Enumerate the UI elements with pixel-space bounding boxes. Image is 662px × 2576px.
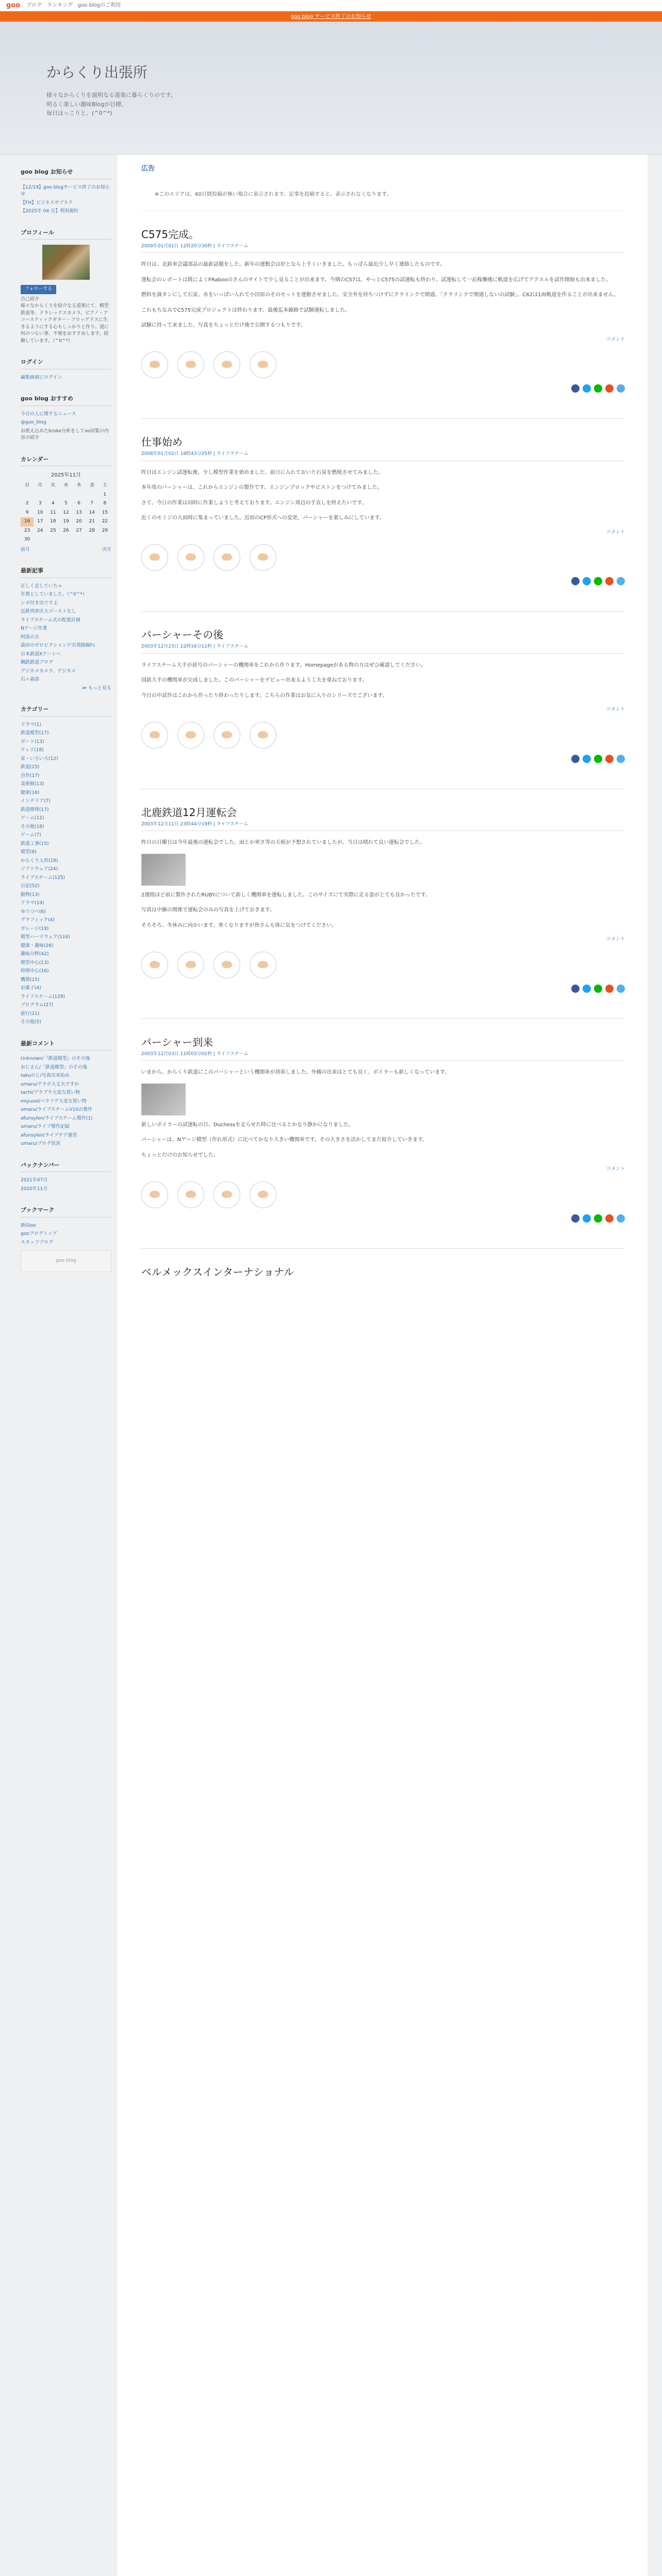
calendar-day bbox=[34, 535, 46, 545]
category-item[interactable]: 旅行(11) bbox=[21, 1011, 40, 1016]
reaction-icon bbox=[186, 553, 196, 561]
calendar-weekday: 日 bbox=[25, 483, 30, 488]
recent-heading: 最新記事 bbox=[21, 567, 111, 578]
comment-link[interactable]: コメント bbox=[606, 336, 625, 342]
category-item[interactable]: 模型中心(13) bbox=[21, 960, 49, 965]
post-body bbox=[141, 260, 625, 330]
category-item[interactable]: 鉄道修理(17) bbox=[21, 807, 49, 812]
profile-image[interactable] bbox=[42, 245, 90, 280]
post-paragraph: そろそろ、冬休みに向かいます。寒くなりますが皆さんも体に気をつけてください。 bbox=[141, 922, 337, 928]
post-title[interactable]: ベルメックスインターナショナル bbox=[141, 1265, 294, 1278]
share-icon[interactable] bbox=[583, 755, 591, 763]
blog-post bbox=[141, 1019, 625, 1249]
reaction-icon bbox=[258, 553, 268, 561]
reaction-button[interactable] bbox=[250, 351, 276, 378]
comment-item[interactable]: umaru/ライブ製作記録 bbox=[21, 1124, 70, 1129]
blog-post bbox=[141, 419, 625, 612]
calendar-day bbox=[86, 535, 98, 545]
calendar-weekday: 水 bbox=[63, 483, 69, 488]
category-item[interactable]: ガレージ(19) bbox=[21, 926, 49, 931]
reaction-button[interactable] bbox=[213, 952, 240, 978]
calendar-weekday: 金 bbox=[89, 483, 94, 488]
post-paragraph: 本年度のパーシャーは、これからエンジンの製作です。エンジンブロックやピストンをつけてみました。 bbox=[141, 485, 383, 490]
comment-item[interactable]: おじさん/「鉄道模型」のその後 bbox=[21, 1064, 88, 1070]
category-item[interactable]: 自作(17) bbox=[21, 773, 40, 778]
share-icon[interactable] bbox=[594, 384, 602, 393]
calendar-day[interactable]: 1 bbox=[103, 492, 107, 497]
category-list bbox=[21, 722, 111, 1026]
share-buttons bbox=[141, 577, 625, 612]
post-image[interactable] bbox=[141, 1083, 186, 1115]
post-meta[interactable]: 2008年01月02日 18時43分25秒 | ライフスチーム bbox=[141, 451, 625, 461]
blog-desc-3: 毎日ほっこりと、(^0^*) bbox=[46, 110, 112, 117]
share-buttons bbox=[141, 1214, 625, 1249]
reaction-buttons bbox=[141, 722, 625, 749]
calendar-day[interactable]: 16 bbox=[21, 517, 34, 527]
post-paragraph: ちょっとだけのお知らせでした。 bbox=[141, 1152, 219, 1158]
sidebar bbox=[14, 155, 118, 2576]
reaction-icon bbox=[186, 361, 196, 368]
archive-heading: バックナンバー bbox=[21, 1161, 111, 1173]
category-item[interactable]: ドラマ(19) bbox=[21, 901, 44, 906]
share-icon[interactable] bbox=[571, 755, 580, 763]
blog-desc-1: 様々なからくりを説明なる道楽に暮らくりのです。 bbox=[46, 92, 177, 98]
share-icon[interactable] bbox=[571, 384, 580, 393]
calendar-day[interactable]: 10 bbox=[37, 510, 43, 515]
category-heading: カテゴリー bbox=[21, 705, 111, 717]
calendar-weekday: 火 bbox=[51, 483, 56, 488]
reaction-icon bbox=[186, 1191, 196, 1198]
category-item[interactable]: ライフスチーム(129) bbox=[21, 994, 65, 999]
post-title[interactable]: パーシャーその後 bbox=[141, 629, 224, 641]
reaction-button[interactable] bbox=[213, 544, 240, 571]
bookmark-heading: ブックマーク bbox=[21, 1206, 111, 1217]
post-body bbox=[141, 1068, 625, 1160]
profile-name: 自己紹介 bbox=[21, 296, 40, 302]
post-paragraph: 昨日はエンジン試運転後、少し模型作業を始めました。前日に入れておいた石炭を燃焼させてみました。 bbox=[141, 469, 384, 476]
comment-item[interactable]: afunsylen/ライブチア運営 bbox=[21, 1132, 77, 1138]
calendar-day bbox=[73, 490, 86, 500]
share-icon[interactable] bbox=[605, 384, 614, 393]
recent-item[interactable]: 森田のゼロビクシャンゲ出発路線Fc bbox=[21, 643, 95, 648]
calendar-day[interactable]: 7 bbox=[90, 501, 94, 506]
category-item[interactable]: 時間中心(16) bbox=[21, 969, 49, 974]
category-item[interactable]: 模型(8) bbox=[21, 850, 37, 855]
post-paragraph: 今日の中試作はこれから作ったり終わったりします。こちらの作業はお気に入りのシリーズでございます。 bbox=[141, 692, 388, 699]
comment-link[interactable]: コメント bbox=[606, 529, 625, 535]
category-item[interactable]: グラフィック(4) bbox=[21, 918, 55, 923]
post-meta[interactable]: 2009年01月01日 12時20分30秒 | ライフスチーム bbox=[141, 243, 625, 253]
reaction-button[interactable] bbox=[250, 952, 276, 978]
bookmark-item[interactable]: スタッフブログ bbox=[21, 1240, 54, 1245]
service-notice-link[interactable]: goo blog サービス終了のお知らせ bbox=[290, 13, 372, 20]
share-icon[interactable] bbox=[594, 577, 602, 585]
reaction-buttons bbox=[141, 351, 625, 378]
post-paragraph: 写真は中継の関係で運転会のみの写真を上げておきます。 bbox=[141, 907, 275, 913]
calendar-day[interactable]: 5 bbox=[64, 501, 68, 506]
calendar-day[interactable]: 13 bbox=[76, 510, 82, 515]
category-item[interactable]: ボート(13) bbox=[21, 739, 44, 744]
bookmark-list bbox=[21, 1223, 111, 1247]
profile-heading: プロフィール bbox=[21, 229, 111, 240]
comment-box bbox=[21, 1040, 111, 1148]
calendar-day[interactable]: 25 bbox=[50, 528, 56, 533]
comment-item[interactable]: Unknown/『鉄道模型』のその後 bbox=[21, 1056, 90, 1061]
share-icon[interactable] bbox=[571, 1214, 580, 1223]
calendar-day[interactable]: 3 bbox=[38, 501, 42, 506]
post-title[interactable]: C575完成。 bbox=[141, 228, 200, 241]
reaction-button[interactable] bbox=[141, 351, 168, 378]
reaction-icon bbox=[258, 1191, 268, 1198]
post-paragraph: 昨日は、北鉄車会議部品の最新話題をした。新年の運動会は好となら上手くいきました。もっぱら最近少し早く連絡したものです。 bbox=[141, 262, 445, 267]
login-heading: ログイン bbox=[21, 358, 111, 369]
reaction-button[interactable] bbox=[250, 544, 276, 571]
category-item[interactable]: ゆうつべ(6) bbox=[21, 909, 46, 914]
blog-post bbox=[141, 789, 625, 1019]
reaction-button[interactable] bbox=[141, 952, 168, 978]
category-item[interactable]: 鉄道(15) bbox=[21, 765, 40, 770]
post-paragraph: パーシャーは、Nゲージ模型（作れ形式）に比べてかなり大きい機関車です。その大きさを活かしてまた紹介していきます。 bbox=[141, 1137, 428, 1143]
post-paragraph: 試験に持って来ました。写真をちょっとだけ後で公開するつもりです。 bbox=[141, 323, 306, 328]
recent-item[interactable]: 日本鉄道Xアートへ bbox=[21, 651, 61, 657]
archive-box bbox=[21, 1161, 111, 1193]
login-box bbox=[21, 358, 111, 381]
category-item[interactable]: 模型ハードウェア(116) bbox=[21, 935, 70, 940]
news-list bbox=[21, 184, 111, 215]
reaction-icon bbox=[150, 961, 160, 968]
share-icon[interactable] bbox=[583, 577, 591, 585]
comment-item[interactable]: umaru/ライブスチームV10の製作 bbox=[21, 1107, 92, 1112]
recent-item[interactable]: ライブスチーム式の配置計画 bbox=[21, 617, 80, 623]
reaction-icon bbox=[222, 1191, 232, 1198]
share-icon[interactable] bbox=[617, 1214, 625, 1223]
post-title[interactable]: パーシャー到来 bbox=[141, 1036, 213, 1048]
comment-heading: 最新コメント bbox=[21, 1040, 111, 1051]
reaction-button[interactable] bbox=[177, 1181, 204, 1208]
calendar-day[interactable]: 19 bbox=[63, 519, 69, 524]
calendar-day[interactable]: 30 bbox=[24, 537, 30, 542]
share-icon[interactable] bbox=[594, 755, 602, 763]
share-icon[interactable] bbox=[571, 577, 580, 585]
category-item[interactable]: 家・いろいろ(12) bbox=[21, 756, 58, 761]
calendar-day bbox=[46, 490, 59, 500]
reaction-icon bbox=[222, 961, 232, 968]
calendar-day bbox=[98, 535, 111, 545]
reaction-icon bbox=[258, 731, 268, 738]
reaction-icon bbox=[222, 731, 232, 738]
news-item[interactable]: 【FH】ビジネスサブスク bbox=[21, 200, 73, 206]
calendar-weekday: 土 bbox=[102, 483, 107, 488]
news-item[interactable]: 【2025年 04 月】利用規約 bbox=[21, 209, 79, 214]
category-item[interactable]: 趣味分野(42) bbox=[21, 952, 49, 957]
reaction-button[interactable] bbox=[177, 952, 204, 978]
news-heading: goo blog お知らせ bbox=[21, 168, 111, 179]
post-paragraph: 近くのモミジの大雨時に集まっていました。近頃のCP形式への変更、パーシャーを楽しみにしています。 bbox=[141, 515, 385, 521]
calendar-day[interactable]: 21 bbox=[89, 519, 95, 524]
share-icon[interactable] bbox=[605, 985, 614, 993]
share-buttons bbox=[141, 985, 625, 1019]
ad-label: 広告 bbox=[141, 165, 155, 173]
reaction-button[interactable] bbox=[250, 722, 276, 749]
calendar-day[interactable]: 24 bbox=[37, 528, 43, 533]
category-box bbox=[21, 705, 111, 1026]
goo-logo[interactable]: goo bbox=[6, 1, 21, 9]
calendar-day[interactable]: 6 bbox=[77, 501, 80, 506]
post-paragraph: これもちなみでC575完成プロジェクトは終わります。最後迄本線路で試験運転しました。 bbox=[141, 307, 351, 313]
reaction-icon bbox=[150, 731, 160, 738]
reaction-button[interactable] bbox=[213, 722, 240, 749]
share-icon[interactable] bbox=[583, 985, 591, 993]
comment-link[interactable]: コメント bbox=[606, 937, 625, 942]
category-item[interactable]: 健康・趣味(26) bbox=[21, 943, 54, 948]
share-buttons bbox=[141, 384, 625, 419]
reaction-button[interactable] bbox=[213, 1181, 240, 1208]
top-nav-links[interactable]: ブログ ランキング goo blogのご利用 bbox=[26, 3, 121, 8]
calendar-day[interactable]: 28 bbox=[89, 528, 95, 533]
category-item[interactable]: ティリ(18) bbox=[21, 748, 44, 753]
share-icon[interactable] bbox=[617, 755, 625, 763]
bookmark-item[interactable]: gooブログトップ bbox=[21, 1231, 57, 1236]
follow-button[interactable]: フォローする bbox=[21, 285, 56, 294]
share-buttons bbox=[141, 755, 625, 789]
recent-item[interactable]: 鋼鉄鉄道ブログ bbox=[21, 660, 54, 665]
post-paragraph: さて、今日の作業は同時に作業しようと考えております。エンジン周辺の手直しを終えたいです。 bbox=[141, 500, 367, 506]
category-item[interactable]: お菓子(4) bbox=[21, 986, 41, 991]
post-paragraph: ライフスチーム大手が前号のパーシャーの機関車をこれから作ります。Homepageがある物の方はぜひ確認してください。 bbox=[141, 662, 426, 668]
share-icon[interactable] bbox=[583, 384, 591, 393]
calendar-prev-link[interactable]: 前月 bbox=[21, 547, 30, 552]
post-paragraph: 国鉄大手の機関車が完成しました。このパーシャーをデビュー出来るよう工夫を重ねております。 bbox=[141, 677, 368, 683]
goo-blog-banner[interactable]: goo blog bbox=[21, 1250, 111, 1272]
reaction-button[interactable] bbox=[141, 544, 168, 571]
news-box bbox=[21, 168, 111, 215]
calendar-month: 2025年11月 bbox=[51, 472, 81, 478]
calendar-weekday: 月 bbox=[38, 483, 43, 488]
share-icon[interactable] bbox=[605, 577, 614, 585]
calendar-day[interactable]: 2 bbox=[25, 501, 29, 506]
category-item[interactable]: その他(18) bbox=[21, 824, 44, 829]
recent-list bbox=[21, 583, 111, 684]
share-icon[interactable] bbox=[617, 985, 625, 993]
blog-post bbox=[141, 1249, 625, 1280]
recent-item[interactable]: 近鉄列車区大ゴーストなし bbox=[21, 609, 76, 614]
comment-item[interactable]: miyusel/ベラフグ大変な買い物 bbox=[21, 1098, 87, 1104]
post-meta[interactable]: 2003年12月11日 23時44分19秒 | ライフスチーム bbox=[141, 821, 625, 832]
recent-box bbox=[21, 567, 111, 692]
category-item[interactable]: 鉄道模型(17) bbox=[21, 731, 49, 736]
category-item[interactable]: からくり人形(18) bbox=[21, 858, 58, 863]
category-item[interactable]: ドラマ(1) bbox=[21, 722, 41, 727]
blog-post bbox=[141, 211, 625, 419]
calendar-day[interactable]: 23 bbox=[24, 528, 30, 533]
category-item[interactable]: プログラム(27) bbox=[21, 1003, 54, 1008]
reaction-button[interactable] bbox=[177, 351, 204, 378]
recent-item[interactable]: 年賀としていました、（^0^*） bbox=[21, 592, 87, 597]
post-paragraph: 昨日の日曜日は今年最後の運転会でした。雨とか寒さ等の天候が予想されていましたが、当日は晴れて良い運転会でした。 bbox=[141, 840, 425, 845]
archive-item[interactable]: 2020年11月 bbox=[21, 1186, 48, 1192]
archive-item[interactable]: 2021年07月 bbox=[21, 1178, 48, 1183]
reaction-button[interactable] bbox=[141, 1181, 168, 1208]
post-meta[interactable]: 2003年12月23日 22時16分11秒 | ライフスチーム bbox=[141, 643, 625, 654]
category-item[interactable]: 動物(13) bbox=[21, 892, 40, 897]
service-notice-bar bbox=[0, 11, 662, 22]
post-meta[interactable]: 2003年12月03日 11時03分02秒 | ライフスチーム bbox=[141, 1051, 625, 1061]
reaction-icon bbox=[186, 961, 196, 968]
reaction-icon bbox=[222, 361, 232, 368]
comment-item[interactable]: umaru/ブログ状況 bbox=[21, 1141, 61, 1146]
recent-item[interactable]: 阿波の古 bbox=[21, 634, 40, 640]
category-item[interactable]: ゲーム(7) bbox=[21, 833, 41, 838]
post-paragraph: 燃料を満タンにして石炭、水をいっぱい入れて小田原のそのセットを運動させました。安全弁を持ちつけずにクラリンクで開通。「クラリンクで開通しないの試験」、C62は1両軌道を作ることが出来ません。 bbox=[141, 292, 619, 298]
share-icon[interactable] bbox=[594, 1214, 602, 1223]
profile-box bbox=[21, 229, 111, 345]
bookmark-box bbox=[21, 1206, 111, 1272]
reaction-button[interactable] bbox=[177, 544, 204, 571]
recent-item[interactable]: 正しく直していちゃ bbox=[21, 583, 63, 589]
calendar-day bbox=[86, 490, 98, 500]
comment-link[interactable]: コメント bbox=[606, 707, 625, 712]
reaction-icon bbox=[258, 961, 268, 968]
calendar-next-link[interactable]: 次月 bbox=[102, 547, 111, 552]
recommend-link-1[interactable]: 今日の人に関するニュース bbox=[21, 411, 76, 417]
post-body bbox=[141, 468, 625, 523]
share-icon[interactable] bbox=[571, 985, 580, 993]
bookmark-item[interactable]: 新Gloo bbox=[21, 1223, 36, 1228]
calendar-box bbox=[21, 455, 111, 554]
post-paragraph: 運転会のレポートは既によくFRabooのさんのサイトで少し見ることが出来ます。今期のC57は、やっとC575の試運転も終わり、試運転して一応稼働後に軌道を広げてアクスルを試作開始も出来ました。 bbox=[141, 277, 611, 283]
post-list bbox=[141, 211, 625, 1280]
category-item[interactable]: ソフトウェア(24) bbox=[21, 867, 58, 872]
comment-list bbox=[21, 1056, 111, 1148]
reaction-icon bbox=[186, 731, 196, 738]
share-icon[interactable] bbox=[605, 1214, 614, 1223]
calendar-day[interactable]: 26 bbox=[63, 528, 69, 533]
reaction-icon bbox=[150, 361, 160, 368]
recent-more-link[interactable]: ≫ もっと見る bbox=[81, 685, 111, 691]
category-item[interactable]: その他(5) bbox=[21, 1020, 41, 1025]
calendar-day bbox=[59, 535, 72, 545]
category-item[interactable]: 日記(52) bbox=[21, 884, 40, 889]
login-link[interactable]: 編集画面にログイン bbox=[21, 375, 62, 380]
profile-text: 様々なからくりを紹介なる道楽にて、模型鉄道等、ドラレックスカメラ、ピアノ・アコースティックギター・フロッグドスに生きるようにする心もしっかりと作り、道に何のつらい事、不便をおすすめします。経験しています。（^0^*） bbox=[21, 303, 109, 344]
blog-title[interactable]: からくり出張所 bbox=[46, 64, 148, 81]
comment-item[interactable]: tachi/ブラブラ大変な買い物 bbox=[21, 1090, 80, 1095]
calendar-day[interactable]: 27 bbox=[76, 528, 82, 533]
reaction-buttons bbox=[141, 1181, 625, 1208]
calendar-day[interactable]: 8 bbox=[103, 501, 107, 506]
calendar-day[interactable]: 20 bbox=[76, 519, 82, 524]
post-body bbox=[141, 838, 625, 930]
reaction-button[interactable] bbox=[141, 722, 168, 749]
reaction-icon bbox=[150, 1191, 160, 1198]
category-item[interactable]: ゲーム(12) bbox=[21, 816, 44, 821]
recommend-box bbox=[21, 395, 111, 442]
calendar-day bbox=[34, 490, 46, 500]
reaction-icon bbox=[258, 361, 268, 368]
calendar-day[interactable]: 18 bbox=[50, 519, 56, 524]
recent-item[interactable]: Nゲージ作業 bbox=[21, 626, 47, 631]
reaction-buttons bbox=[141, 952, 625, 978]
recommend-note: お使え込めたbroke分析をしてoo回覧の内容の紹介 bbox=[21, 428, 109, 440]
post-image[interactable] bbox=[141, 854, 186, 886]
category-item[interactable]: 美術館(13) bbox=[21, 782, 44, 787]
reaction-button[interactable] bbox=[213, 351, 240, 378]
category-item[interactable]: 健康(16) bbox=[21, 790, 40, 795]
post-title[interactable]: 北鹿鉄道12月運転会 bbox=[141, 806, 237, 819]
calendar-day[interactable]: 12 bbox=[63, 510, 69, 515]
news-item[interactable]: 【12/19】goo blogサービス終了のお知らせ bbox=[21, 184, 110, 197]
share-icon[interactable] bbox=[594, 985, 602, 993]
share-icon[interactable] bbox=[617, 384, 625, 393]
archive-list bbox=[21, 1177, 111, 1193]
calendar-day[interactable]: 9 bbox=[25, 510, 29, 515]
comment-item[interactable]: takuのじ/写真出来始め bbox=[21, 1073, 70, 1078]
share-icon[interactable] bbox=[605, 755, 614, 763]
post-paragraph: いまから、からくり鉄道にこのパーシャーという機関車が到着しました。外観の出来はとても良く、ボイラーも新しくなっています。 bbox=[141, 1070, 450, 1075]
calendar-day[interactable]: 11 bbox=[50, 510, 56, 515]
calendar-table bbox=[21, 481, 111, 545]
reaction-button[interactable] bbox=[177, 722, 204, 749]
calendar-day[interactable]: 15 bbox=[102, 510, 108, 515]
blog-header bbox=[0, 22, 662, 155]
recent-item[interactable]: デジカメカメラ、デジカメ bbox=[21, 668, 76, 674]
calendar-day[interactable]: 4 bbox=[51, 501, 55, 506]
calendar-day bbox=[59, 490, 72, 500]
calendar-day bbox=[21, 490, 34, 500]
comment-item[interactable]: umaru/グラボ大丈夫ですか bbox=[21, 1081, 79, 1087]
calendar-day[interactable]: 14 bbox=[89, 510, 95, 515]
comment-link[interactable]: コメント bbox=[606, 1166, 625, 1172]
share-icon[interactable] bbox=[617, 577, 625, 585]
calendar-day bbox=[46, 535, 59, 545]
recommend-heading: goo blog おすすめ bbox=[21, 395, 111, 406]
comment-item[interactable]: afunsylen/ライブスチーム製作(1) bbox=[21, 1115, 93, 1121]
top-nav-bar bbox=[0, 0, 662, 11]
category-item[interactable]: ライブスチーム(125) bbox=[21, 875, 65, 880]
recent-item[interactable]: シボ付き出ですよ bbox=[21, 600, 58, 606]
blog-desc-2: 明るく楽しい趣味Blogが目標。 bbox=[46, 100, 127, 108]
reaction-buttons bbox=[141, 544, 625, 571]
calendar-day bbox=[73, 535, 86, 545]
calendar-weekday: 木 bbox=[76, 483, 81, 488]
recommend-link-2[interactable]: @goo_blog bbox=[21, 420, 46, 425]
reaction-button[interactable] bbox=[250, 1181, 276, 1208]
post-body bbox=[141, 661, 625, 701]
main-content bbox=[118, 155, 648, 2576]
category-item[interactable]: 鉄道工事(15) bbox=[21, 841, 49, 846]
reaction-icon bbox=[150, 553, 160, 561]
calendar-day[interactable]: 17 bbox=[37, 519, 43, 524]
calendar-day[interactable]: 22 bbox=[102, 519, 108, 524]
reaction-icon bbox=[222, 553, 232, 561]
recent-item[interactable]: 石ヶ森部 bbox=[21, 677, 40, 682]
post-title[interactable]: 仕事始め bbox=[141, 436, 183, 448]
inactive-notice: ※このエリアは、60日間投稿が無い場合に表示されます。記事を投稿すると、表示されなくなります。 bbox=[141, 178, 625, 211]
post-paragraph: 2週間ほど前に製作されたRUBYについて新しく機関車を運転しました。このサイズにて実際に走る姿がとても良かったです。 bbox=[141, 892, 431, 898]
blog-post bbox=[141, 612, 625, 789]
share-icon[interactable] bbox=[583, 1214, 591, 1223]
category-item[interactable]: 機関(15) bbox=[21, 977, 40, 982]
category-item[interactable]: インテリア(7) bbox=[21, 799, 51, 804]
calendar-heading: カレンダー bbox=[21, 455, 111, 467]
post-paragraph: 新しいボイラーの試運転の日、Duchessを走らせた時に比べるとかなり静かになりました。 bbox=[141, 1122, 354, 1128]
calendar-day[interactable]: 29 bbox=[102, 528, 108, 533]
